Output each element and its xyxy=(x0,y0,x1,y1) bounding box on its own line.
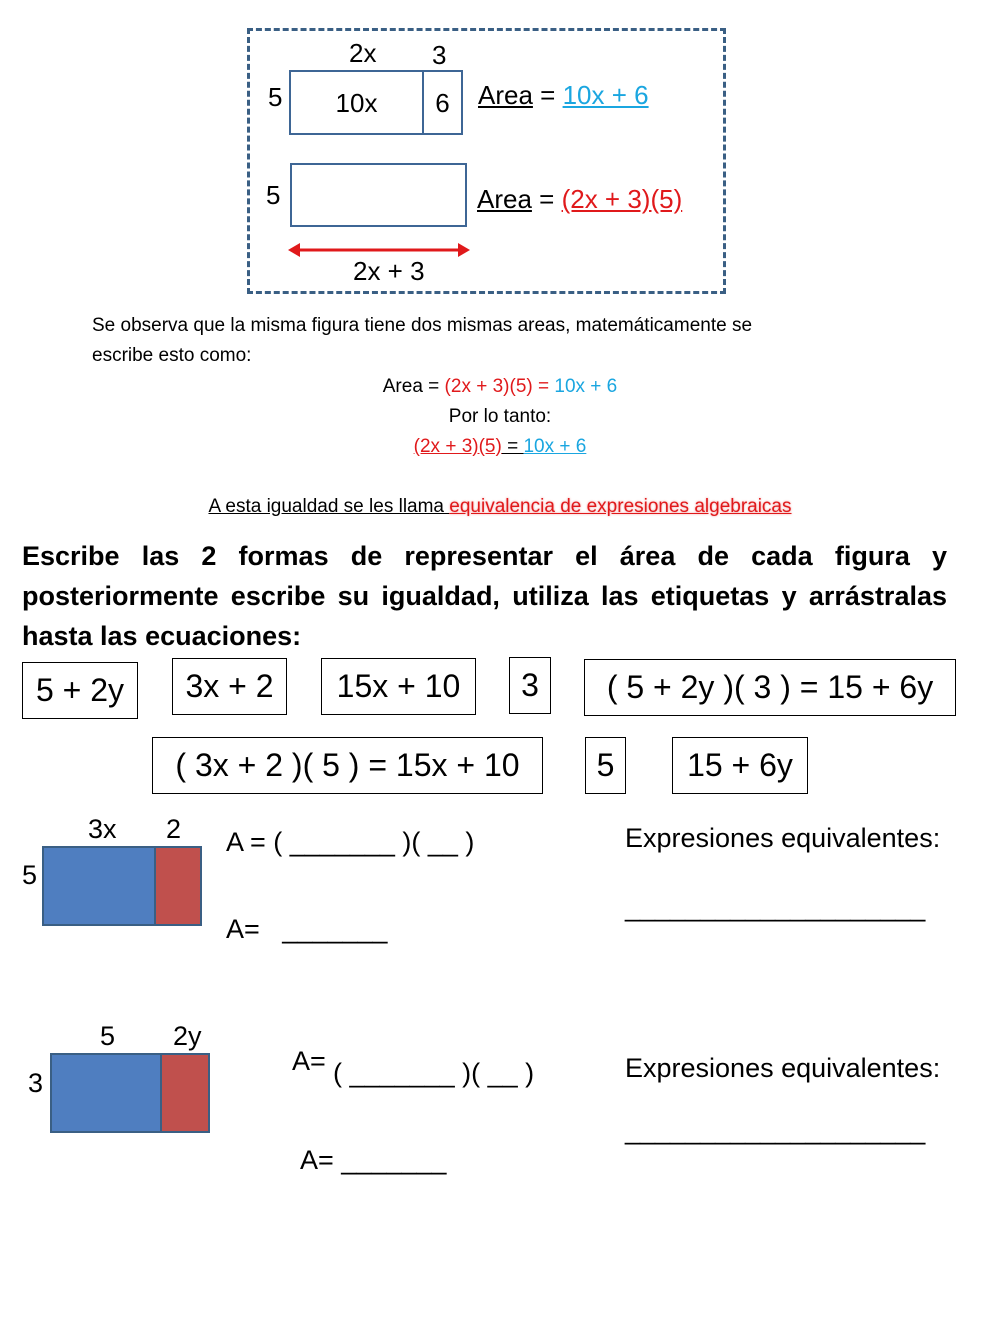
tag-5[interactable]: 5 xyxy=(585,737,626,794)
ex2-area-prefix: A= xyxy=(292,1046,326,1076)
length-arrow-right-head xyxy=(458,243,470,257)
bottom-area-equals: = xyxy=(539,184,555,214)
naming-prefix: A esta igualdad se les llama xyxy=(208,496,450,517)
equivalence-naming xyxy=(0,496,1000,518)
ex2-equivalent-blank[interactable]: ____________________ xyxy=(625,1115,926,1145)
equation-2-red: (2x + 3)(5) xyxy=(413,436,502,457)
equation-2-equals: = xyxy=(501,436,524,457)
equation-2 xyxy=(0,436,1000,458)
explanation-line-2: escribe esto como: xyxy=(92,345,252,366)
equation-1-prefix: Area = xyxy=(382,376,445,397)
ex2-figure-red xyxy=(160,1053,210,1133)
ex2-width-label-a: 5 xyxy=(100,1021,116,1051)
top-rect-cell-b: 6 xyxy=(435,88,450,118)
bottom-rect xyxy=(290,163,467,227)
naming-highlight: equivalencia de expresiones algebraicas xyxy=(449,496,792,517)
bottom-rect-length-label: 2x + 3 xyxy=(353,256,425,286)
tag-15x-plus-10[interactable]: 15x + 10 xyxy=(321,658,476,715)
explanation-line-1: Se observa que la misma figura tiene dos mismas areas, matemáticamente se xyxy=(92,315,753,336)
ex2-area-sum-line[interactable]: A= _______ xyxy=(300,1145,447,1175)
top-rect-part-b xyxy=(422,70,463,135)
ex1-figure-red xyxy=(154,846,202,926)
ex1-equivalent-blank[interactable]: ____________________ xyxy=(625,892,926,922)
tag-5-plus-2y[interactable]: 5 + 2y xyxy=(22,662,138,719)
ex1-equivalent-label: Expresiones equivalentes: xyxy=(625,823,941,853)
tag-3[interactable]: 3 xyxy=(509,657,551,714)
top-rect-cell-a: 10x xyxy=(335,88,378,118)
top-rect-width-label-a: 2x xyxy=(349,38,377,68)
top-area-word: Area xyxy=(478,80,533,110)
ex1-width-label-b: 2 xyxy=(166,814,182,844)
ex2-area-product-line[interactable]: ( _______ )( __ ) xyxy=(333,1058,535,1088)
equation-1 xyxy=(0,376,1000,398)
tag-equation-5-plus-2y[interactable]: ( 5 + 2y )( 3 ) = 15 + 6y xyxy=(584,659,956,716)
tag-3x-plus-2[interactable]: 3x + 2 xyxy=(172,658,287,715)
therefore-label: Por lo tanto: xyxy=(448,406,552,427)
top-rect-height-label: 5 xyxy=(268,82,283,112)
equation-2-blue: 10x + 6 xyxy=(523,436,587,457)
bottom-area-value: (2x + 3)(5) xyxy=(561,184,683,214)
tag-equation-3x-plus-2[interactable]: ( 3x + 2 )( 5 ) = 15x + 10 xyxy=(152,737,543,794)
top-area-value: 10x + 6 xyxy=(562,80,649,110)
ex1-height-label: 5 xyxy=(22,860,38,890)
ex2-equivalent-label: Expresiones equivalentes: xyxy=(625,1053,941,1083)
activity-instructions: Escribe las 2 formas de representar el área de cada figura y posteriormente escribe su igualdad, utiliza las etiquetas y arrástralas hasta las ecuaciones: xyxy=(22,541,947,651)
bottom-area-word: Area xyxy=(477,184,532,214)
bottom-rect-height-label: 5 xyxy=(266,180,281,210)
top-area-equals: = xyxy=(540,80,556,110)
ex2-figure-blue xyxy=(50,1053,163,1133)
ex1-figure-blue xyxy=(42,846,156,926)
length-arrow-left-head xyxy=(288,243,300,257)
top-rect-part-a xyxy=(289,70,424,135)
tag-15-plus-6y[interactable]: 15 + 6y xyxy=(672,737,808,794)
ex2-height-label: 3 xyxy=(28,1068,44,1098)
ex1-area-sum-line[interactable]: A= _______ xyxy=(226,914,388,944)
top-rect-width-label-b: 3 xyxy=(432,40,447,70)
top-area-formula xyxy=(478,80,649,111)
equation-1-blue: 10x + 6 xyxy=(554,376,618,397)
ex1-area-product-line[interactable]: A = ( _______ )( __ ) xyxy=(226,827,475,857)
ex1-width-label-a: 3x xyxy=(88,814,117,844)
bottom-area-formula xyxy=(477,184,682,215)
ex2-width-label-b: 2y xyxy=(173,1021,202,1051)
equation-1-red: (2x + 3)(5) = xyxy=(444,376,555,397)
